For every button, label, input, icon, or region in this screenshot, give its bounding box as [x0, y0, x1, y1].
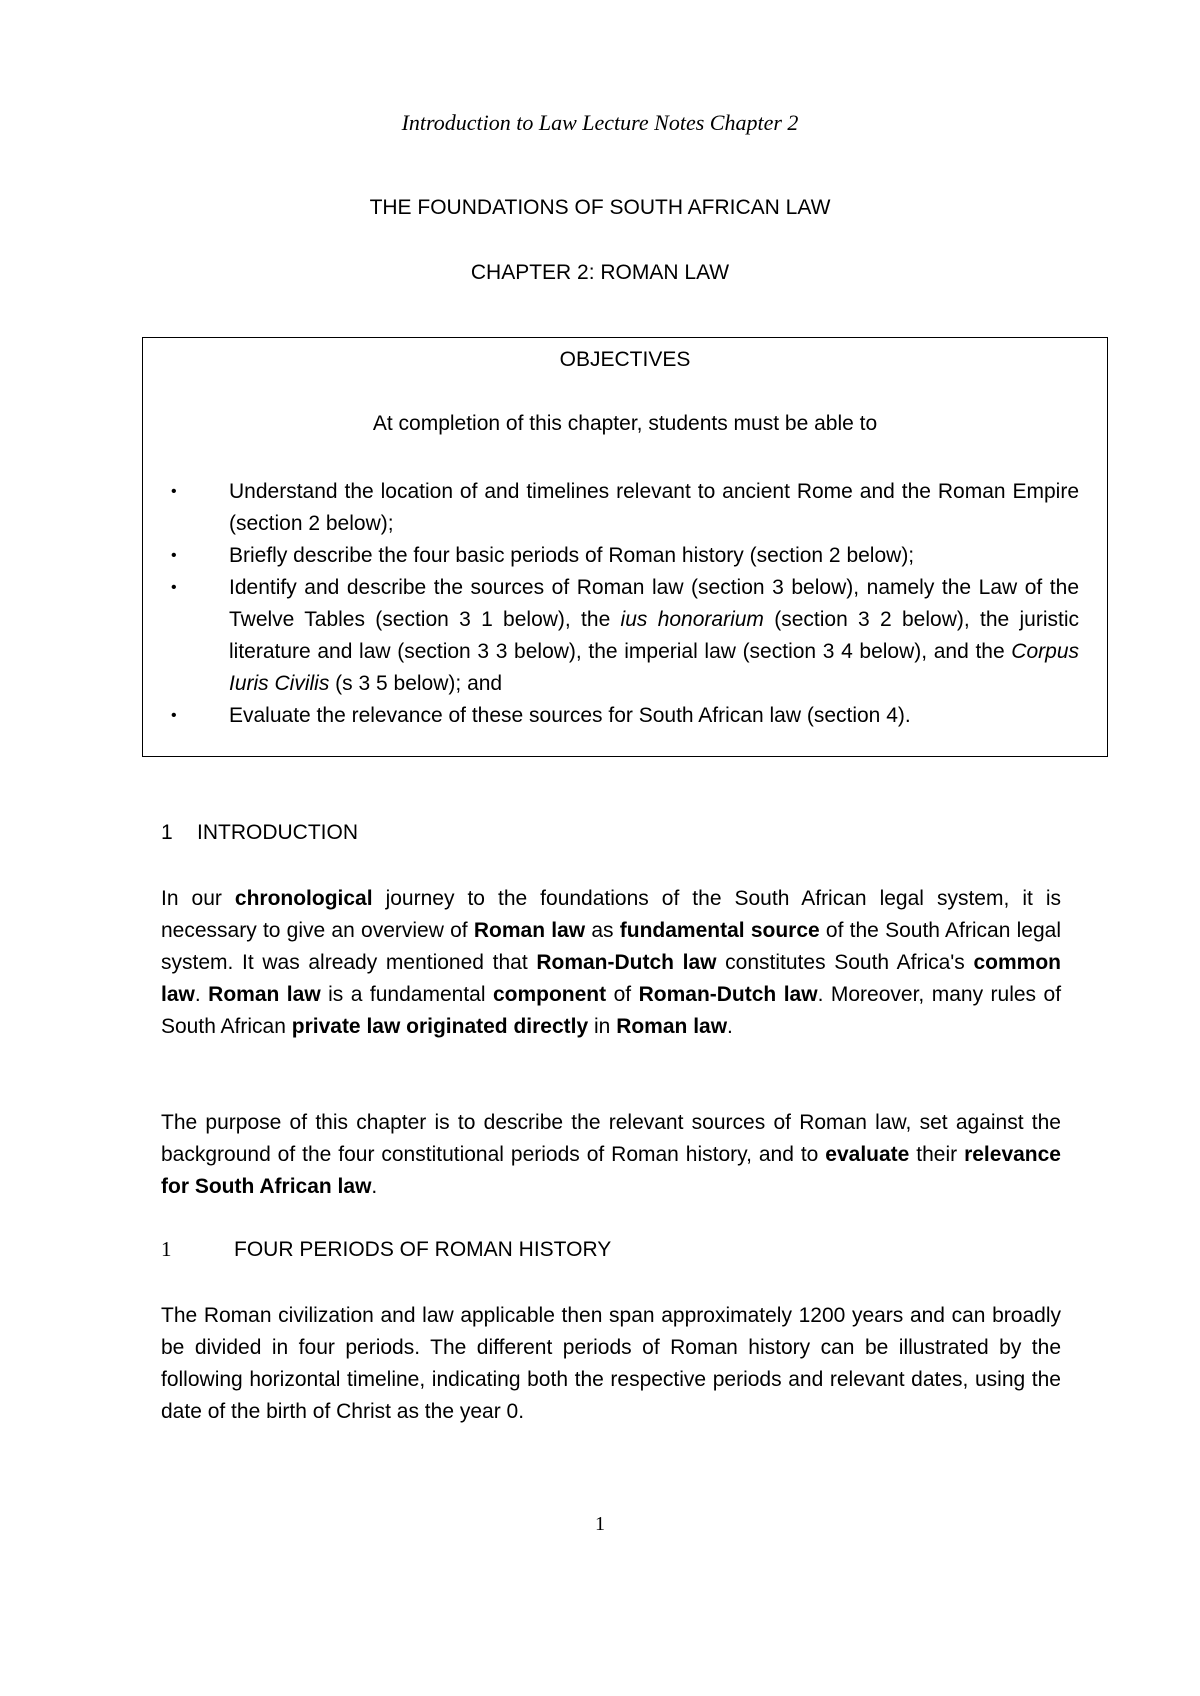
objective-item: [171, 540, 1079, 572]
objective-text: Understand the location of and timelines relevant to ancient Rome and the Roman Empire (section 2 below);: [229, 480, 1079, 535]
section-title: INTRODUCTION: [197, 821, 358, 844]
section-number: 1: [161, 1237, 172, 1261]
objective-text: Identify and describe the sources of Roman law (section 3 below), namely the Law of the Twelve Tables (section 3 1 below), the ius honorarium (section 3 2 below), the juristic literature and law (section 3 3 below), the imperial law (section 3 4 below), and the Corpus Iuris Civilis (s 3 5 below); and: [229, 576, 1079, 695]
ius-honorarium-term: ius honorarium: [620, 608, 764, 631]
corpus-iuris-civilis-term: Corpus Iuris Civilis: [229, 640, 1079, 695]
bullet-icon: •: [171, 483, 177, 500]
objectives-heading: OBJECTIVES: [559, 348, 691, 371]
objective-item: [171, 476, 1079, 540]
bullet-icon: •: [171, 547, 177, 564]
section-heading-four-periods: [161, 1237, 611, 1262]
chapter-title: CHAPTER 2: ROMAN LAW: [470, 261, 730, 284]
objective-text: Briefly describe the four basic periods of Roman history (section 2 below);: [229, 544, 915, 567]
objective-item: [171, 572, 1079, 700]
objectives-intro: At completion of this chapter, students must be able to: [372, 412, 878, 435]
objective-text: Evaluate the relevance of these sources for South African law (section 4).: [229, 704, 911, 727]
objectives-box: [142, 337, 1108, 757]
page-number: 1: [595, 1513, 605, 1535]
bullet-icon: •: [171, 579, 177, 596]
bullet-icon: •: [171, 707, 177, 724]
document-title: THE FOUNDATIONS OF SOUTH AFRICAN LAW: [369, 196, 831, 219]
running-header: Introduction to Law Lecture Notes Chapter 2: [401, 110, 799, 135]
section-heading-introduction: [161, 821, 358, 845]
objectives-list: [171, 476, 1079, 732]
section-number: 1: [161, 821, 173, 844]
objective-item: [171, 700, 1079, 732]
section-title: FOUR PERIODS OF ROMAN HISTORY: [234, 1238, 612, 1261]
intro-paragraph-2: The purpose of this chapter is to describe the relevant sources of Roman law, set against the background of the four constitutional periods of Roman history, and to evaluate their relevance for South African law.: [161, 1111, 1061, 1198]
periods-paragraph: The Roman civilization and law applicable then span approximately 1200 years and can broadly be divided in four periods. The different periods of Roman history can be illustrated by the following horizontal timeline, indicating both the respective periods and relevant dates, using the date of the birth of Christ as the year 0.: [161, 1304, 1061, 1423]
intro-paragraph-1: In our chronological journey to the foundations of the South African legal system, it is necessary to give an overview of Roman law as fundamental source of the South African legal system. It was already mentioned that Roman-Dutch law constitutes South Africa's common law. Roman law is a fundamental component of Roman-Dutch law. Moreover, many rules of South African private law originated directly in Roman law.: [161, 887, 1062, 1038]
